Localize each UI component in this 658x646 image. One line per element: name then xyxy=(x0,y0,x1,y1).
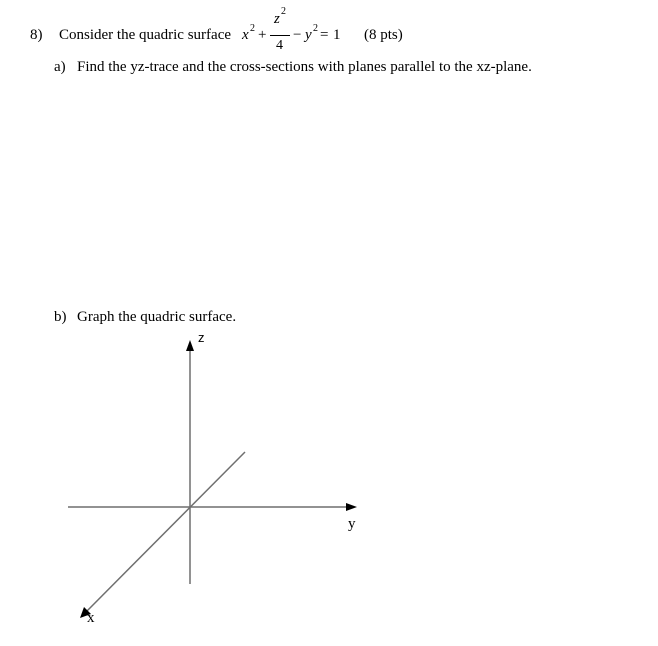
y-axis-label: y xyxy=(348,516,356,532)
z-axis-label: z xyxy=(198,330,205,345)
equation-z-exponent: 2 xyxy=(281,6,286,17)
part-a-text: Find the yz-trace and the cross-sections with planes parallel to the xz-plane. xyxy=(77,59,532,75)
part-b-label: b) xyxy=(54,309,67,325)
equation-denominator: 4 xyxy=(276,38,283,53)
z-axis-arrowhead xyxy=(186,340,194,351)
problem-number: 8) xyxy=(30,27,43,43)
equation-x-exponent: 2 xyxy=(250,23,255,34)
y-axis-arrowhead xyxy=(346,503,357,511)
equation-z: z xyxy=(274,11,280,27)
equation-y: y xyxy=(305,27,312,43)
equation-rhs: 1 xyxy=(333,27,341,43)
equation-minus: − xyxy=(293,27,302,43)
part-b-text: Graph the quadric surface. xyxy=(77,309,237,325)
part-a-label: a) xyxy=(54,59,66,75)
points-label: (8 pts) xyxy=(364,27,403,43)
equation-y-exponent: 2 xyxy=(313,23,318,34)
equation-equals: = xyxy=(320,27,329,43)
x-axis-label: x xyxy=(87,610,95,626)
problem-intro: Consider the quadric surface xyxy=(59,27,232,43)
equation-plus: + xyxy=(258,27,267,43)
x-axis xyxy=(86,452,245,612)
equation-x: x xyxy=(242,27,249,43)
